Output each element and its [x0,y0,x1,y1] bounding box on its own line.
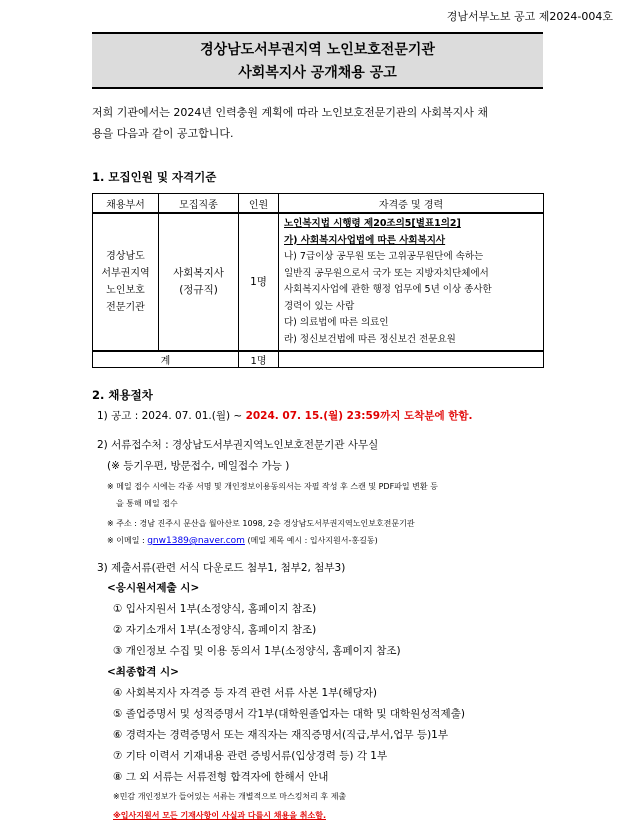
apply-label: <응시원서제출 시> [107,582,200,594]
col-header-qualification: 자격증 및 경력 [279,194,544,214]
note-email [107,535,378,546]
item-1-period: 1) 공고 : 2024. 07. 01.(월) ~ [97,410,243,422]
note-false-info: ※입사지원서 모든 기재사항이 사실과 다를시 채용을 취소함. [113,811,326,820]
item-2-methods: (※ 등기우편, 방문접수, 메일접수 가능 ) [107,460,290,472]
qual-na-line: 나) 7급이상 공무원 또는 고위공무원단에 속하는 [284,251,484,262]
col-header-count: 인원 [239,194,279,214]
qual-title: 노인복지법 시행령 제20조의5[별표1의2] [284,218,461,229]
qual-da: 다) 의료법에 따른 의료인 [284,317,389,328]
col-header-dept: 채용부서 [93,194,159,214]
count-cell: 1명 [239,213,279,351]
dept-line: 경상남도 [106,251,145,262]
job-line: (정규직) [179,284,218,296]
title-line-1: 경상남도서부권지역 노인보호전문기관 [200,42,435,58]
final-doc-5: ⑤ 졸업증명서 및 성적증명서 각1부(대학원졸업자는 대학 및 대학원성적제출) [113,708,465,720]
table-header-row [93,194,544,214]
item-1 [97,408,473,423]
total-count: 1명 [239,351,279,368]
title-line-2: 사회복지사 공개채용 공고 [238,65,397,81]
note-address: ※ 주소 : 경남 진주시 문산읍 월아산로 1098, 2층 경상남도서부권지역노인보호전문기관 [107,519,415,528]
dept-cell [93,213,159,351]
intro-line-1: 저희 기관에서는 2024년 인력충원 계획에 따라 노인보호전문기관의 사회복지사 채 [92,106,488,119]
email-link[interactable]: gnw1389@naver.com [147,536,245,546]
apply-doc-3: ③ 개인정보 수집 및 이용 동의서 1부(소정양식, 홈페이지 참조) [113,645,401,657]
qual-ga: 가) 사회복지사업법에 따른 사회복지사 [284,234,446,246]
note-email-1: ※ 메일 접수 시에는 각종 서명 및 개인정보이용동의서는 자필 작성 후 스캔 및 PDF파일 변환 등 [107,482,438,491]
final-doc-4: ④ 사회복지사 자격증 등 자격 관련 서류 사본 1부(해당자) [113,687,377,699]
final-label: <최종합격 시> [107,666,179,678]
dept-line: 전문기관 [106,302,145,313]
apply-doc-2: ② 자기소개서 1부(소정양식, 홈페이지 참조) [113,624,317,636]
qual-na-line: 사회복지사업에 관한 행정 업무에 5년 이상 종사한 [284,284,492,295]
note-email-suffix: (메일 제목 예시 : 입사지원서-홍길동) [247,536,378,545]
total-label: 계 [93,351,239,368]
qual-ra: 라) 정신보건법에 따른 정신보건 전문요원 [284,333,456,345]
total-row [93,351,544,368]
item-3: 3) 제출서류(관련 서식 다운로드 첨부1, 첨부2, 첨부3) [97,562,346,574]
final-doc-8: ⑧ 그 외 서류는 서류전형 합격자에 한해서 안내 [113,771,329,783]
note-privacy: ※민감 개인정보가 들어있는 서류는 개별적으로 마스킹처리 후 제출 [113,792,347,801]
note-email-2: 을 통해 메일 접수 [116,499,178,508]
total-empty [279,351,544,368]
job-line: 사회복지사 [173,267,224,279]
intro-line-2: 용을 다음과 같이 공고합니다. [92,127,234,140]
title-box [92,32,543,89]
note-email-label: ※ 이메일 : [107,536,145,545]
section-2-heading: 2. 채용절차 [92,388,153,402]
document-number: 경남서부노보 공고 제2024-004호 [446,10,613,23]
item-2: 2) 서류접수처 : 경상남도서부권지역노인보호전문기관 사무실 [97,439,379,451]
item-1-deadline: 2024. 07. 15.(월) 23:59까지 도착분에 한함. [245,410,473,422]
job-cell [159,213,239,351]
dept-line: 노인보호 [106,285,145,296]
apply-doc-1: ① 입사지원서 1부(소정양식, 홈페이지 참조) [113,603,317,615]
qual-na-line: 일반직 공무원으로서 국가 또는 지방자치단체에서 [284,267,489,279]
dept-line: 서부권지역 [101,268,150,279]
final-doc-6: ⑥ 경력자는 경력증명서 또는 재직자는 재직증명서(직급,부서,업무 등)1부 [113,729,448,741]
qualification-cell [279,213,544,351]
recruitment-table [92,193,544,368]
col-header-job: 모집직종 [159,194,239,214]
qual-na-line: 경력이 있는 사람 [284,300,355,312]
final-doc-7: ⑦ 기타 이력서 기재내용 관련 증빙서류(입상경력 등) 각 1부 [113,750,388,762]
section-1-heading: 1. 모집인원 및 자격기준 [92,170,217,184]
table-row [93,213,544,351]
